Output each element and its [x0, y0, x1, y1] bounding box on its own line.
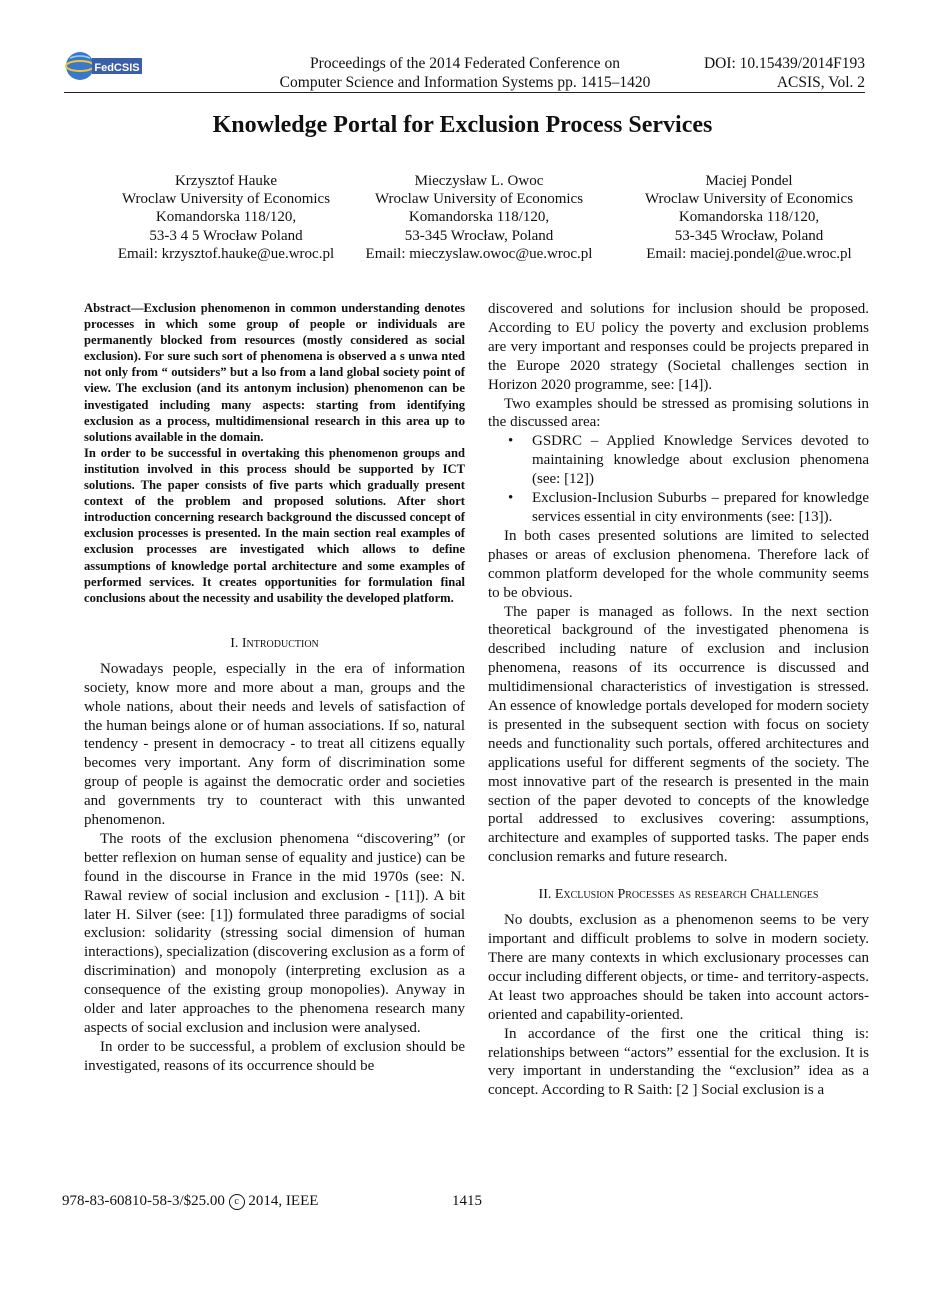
right-paragraph-4: The paper is managed as follows. In the next section theoretical background of the investigated phenomena is described including nature of exclusion and inclusion phenomena, reasons of its occurrence is discussed and multidimensional characteristics of investigation is stressed. An essence of knowledge portals developed for modern society is presented in the subsequent section with focus on society needs and functionality such portals, offered architectures and applications useful for different segments of the society. The most innovative part of the research is presented in the main section of the paper devoted to concepts of the knowledge portal addressed to exclusives covering: assumptions, architecture and examples of supported tasks. The paper ends conclusion remarks and future research.: [488, 603, 869, 866]
doi-header: [704, 54, 865, 92]
section-title: Exclusion Processes as research Challenges: [554, 887, 819, 903]
footer-copyright: [62, 1193, 318, 1210]
proceedings-header: [240, 54, 690, 92]
logo-text: FedCSIS: [94, 62, 140, 74]
bullet-icon: •: [508, 490, 514, 507]
author-address: Komandorska 118/120,: [678, 209, 820, 226]
author-name: Maciej Pondel: [705, 173, 793, 189]
abstract-paragraph-2: In order to be successful in overtaking this phenomenon groups and institution involved in this process should be supported by ICT solutions. The paper consists of five parts which gradually present context of the problem and proposed solutions. After short introduction concerning research background the discussed concept of exclusion processes is presented. In the main section real examples of exclusion processes are investigated which allows to define assumptions of knowledge portal architecture and some examples of performed services. It creates opportunities for formulation final conclusions about the necessity and usability the developed platform.: [84, 445, 465, 605]
conference-logo: [62, 46, 144, 86]
section-1-heading: [84, 636, 465, 652]
copyright-year-publisher: 2014, IEEE: [248, 1193, 319, 1209]
right-paragraph-2: Two examples should be stressed as promising solutions in the discussed area:: [488, 395, 869, 431]
author-address: Komandorska 118/120,: [408, 209, 550, 226]
author-block-2: [356, 172, 602, 263]
intro-paragraph-2: The roots of the exclusion phenomena “discovering” (or better reflexion on human sense of equality and justice) can be found in the discourse in France in the mid 1970s (see: N. Rawal review of social inclusion and exclusion - [11]). A bit later H. Silver (see: [1]) formulated three paradigms of social exclusion: solidarity (stressing social dimension of human interactions), specialization (discovering exclusion as a form of discrimination) and monopoly (interpreting exclusion as a consequence of the existing group monopolies). Anyway in older and later approaches to the phenomena research many aspects of social exclusion and inclusion were analysed.: [84, 830, 465, 1036]
list-item-text: GSDRC – Applied Knowledge Services devoted to maintaining knowledge about exclusion phenomena (see: [12]): [532, 433, 869, 488]
section-number: II.: [538, 887, 552, 903]
author-block-3: [630, 172, 868, 263]
section-2-paragraph-2: In accordance of the first one the critical thing is: relationships between “actors” essential for the exclusion. It is very important in understanding the “exclusion” idea as a concept. According to R Saith: [2 ] Social exclusion is a: [488, 1025, 869, 1099]
author-address: Komandorska 118/120,: [155, 209, 297, 226]
isbn: 978-83-60810-58-3/$25.00: [62, 1193, 225, 1209]
examples-list: [488, 432, 869, 527]
header-divider: [64, 92, 865, 93]
right-column: [488, 300, 869, 1100]
abstract: [84, 300, 465, 606]
proceedings-line-2: Computer Science and Information Systems pp. 1415–1420: [279, 74, 651, 91]
author-email[interactable]: Email: mieczyslaw.owoc@ue.wroc.pl: [365, 245, 593, 262]
page-number: 1415: [452, 1193, 482, 1209]
globe-logo-icon: [62, 46, 144, 86]
right-paragraph-3: In both cases presented solutions are limited to selected phases or areas of exclusion phenomena. Therefore lack of common platform developed for the whole community seems to be obvious.: [488, 527, 869, 601]
author-email[interactable]: Email: maciej.pondel@ue.wroc.pl: [646, 245, 852, 262]
author-block-1: [100, 172, 352, 263]
author-affiliation: Wroclaw University of Economics: [644, 191, 854, 208]
right-paragraph-1: discovered and solutions for inclusion should be proposed. According to EU policy the poverty and exclusion problems are very important and responses could be projects prepared in the Europe 2020 strategy (Societal challenges section in Horizon 2020 programme, see: [14]).: [488, 301, 869, 393]
list-item: [488, 489, 869, 527]
section-2-heading: [488, 887, 869, 903]
author-city: 53-345 Wrocław, Poland: [674, 227, 824, 244]
author-name: Krzysztof Hauke: [174, 173, 278, 189]
author-email[interactable]: Email: krzysztof.hauke@ue.wroc.pl: [117, 245, 335, 262]
section-number: I.: [230, 635, 239, 651]
author-affiliation: Wroclaw University of Economics: [121, 191, 331, 208]
list-item-text: Exclusion-Inclusion Suburbs – prepared for knowledge services essential in city environments (see: [13]).: [532, 490, 869, 525]
abstract-paragraph-1: Abstract—Exclusion phenomenon in common understanding denotes processes in which some group of people or individuals are permanently blocked from resources (mostly considered as social exclusion). For sure such sort of phenomena is observed a s unwa nted not only from “ outsiders” but a lso from a land global society point of view. The exclusion (and its antonym inclusion) phenomenon can be investigated including many aspects: starting from identifying exclusion as a process, multidimensional research in this area up to solutions available in the domain.: [84, 301, 465, 444]
author-name: Mieczysław L. Owoc: [414, 173, 544, 189]
list-item: [488, 432, 869, 489]
intro-paragraph-3: In order to be successful, a problem of exclusion should be investigated, reasons of its occurrence should be: [84, 1038, 465, 1074]
author-affiliation: Wroclaw University of Economics: [374, 191, 584, 208]
copyright-icon: c: [229, 1194, 245, 1210]
doi: DOI: 10.15439/2014F193: [703, 55, 865, 72]
section-title: Introduction: [241, 635, 319, 651]
paper-title: Knowledge Portal for Exclusion Process Services: [212, 112, 713, 138]
author-city: 53-345 Wrocław, Poland: [404, 227, 554, 244]
intro-paragraph-1: Nowadays people, especially in the era of information society, know more and more about a man, groups and the whole nations, about their needs and levels of satisfaction of the human beings alone or of human associations. If so, natural tendency - present in democracy - to treat all citizens equally becomes very important. Any form of discrimination some group of people is against the democratic order and societies and governments try to counteract with this unwanted phenomenon.: [84, 660, 465, 829]
bullet-icon: •: [508, 433, 514, 450]
section-2-paragraph-1: No doubts, exclusion as a phenomenon seems to be very important and difficult problems to solve in modern society. There are many contexts in which exclusionary processes can occur including different objects, or time- and territory-aspects. At least two approaches should be taken into account actors-oriented and capability-oriented.: [488, 912, 869, 1023]
author-city: 53-3 4 5 Wrocław Poland: [149, 227, 303, 244]
series-volume: ACSIS, Vol. 2: [776, 74, 865, 91]
left-column: [84, 300, 465, 1076]
proceedings-line-1: Proceedings of the 2014 Federated Conference on: [310, 55, 620, 72]
